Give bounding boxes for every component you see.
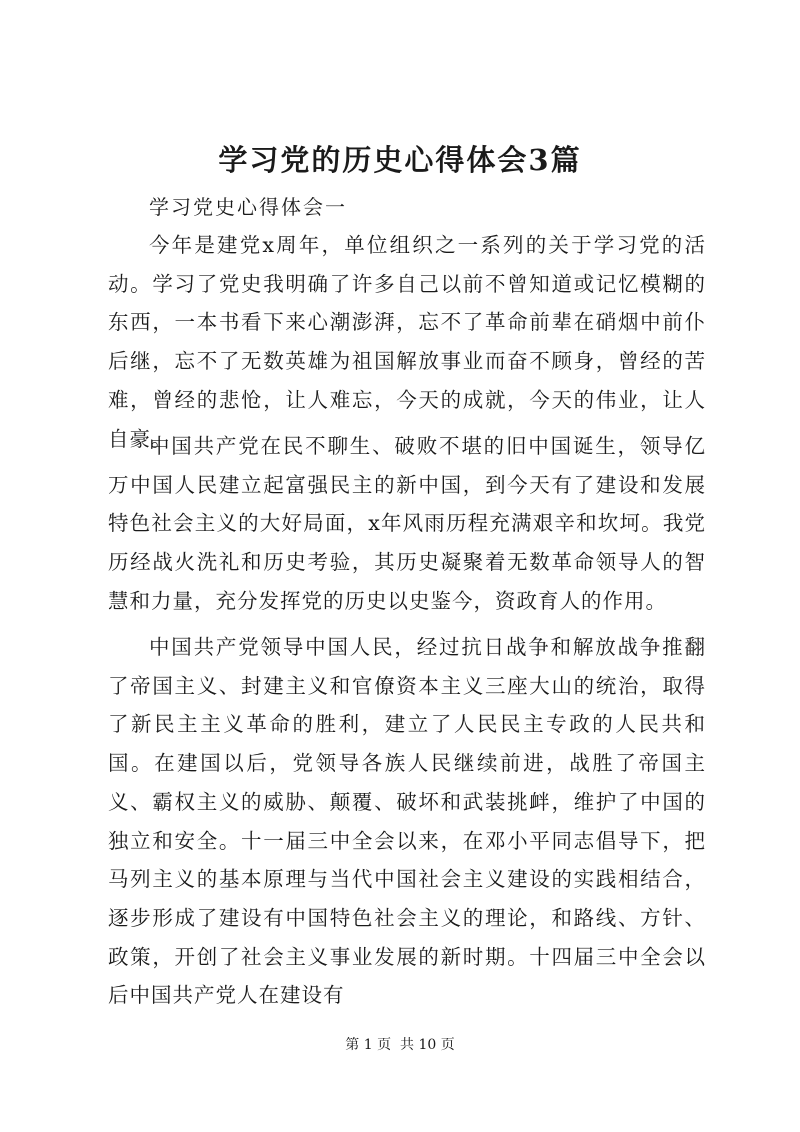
paragraph-2: 中国共产党在民不聊生、破败不堪的旧中国诞生，领导亿万中国人民建立起富强民主的新中国，到今天有了建设和发展特色社会主义的大好局面，x年风雨历程充满艰辛和坎坷。我党历经战火洗礼和历史考验，其历史凝聚着无数革命领导人的智慧和力量，充分发挥党的历史以史鉴今，资政育人的作用。 bbox=[108, 434, 706, 613]
document-title: 学习党的历史心得体会3篇 bbox=[218, 143, 582, 177]
paragraph-1: 今年是建党x周年，单位组织之一系列的关于学习党的活动。学习了党史我明确了许多自己以前不曾知道或记忆模糊的东西，一本书看下来心潮澎湃，忘不了革命前辈在硝烟中前仆后继，忘不了无数英雄为祖国解放事业而奋不顾身，曾经的苦难，曾经的悲怆，让人难忘，今天的成就，今天的伟业，让人自豪。 bbox=[108, 233, 706, 451]
paragraph-3: 中国共产党领导中国人民，经过抗日战争和解放战争推翻了帝国主义、封建主义和官僚资本主义三座大山的统治，取得了新民主主义革命的胜利，建立了人民民主专政的人民共和国。在建国以后，党领导各族人民继续前进，战胜了帝国主义、霸权主义的威胁、颠覆、破坏和武装挑衅，维护了中国的独立和安全。十一届三中全会以来，在邓小平同志倡导下，把马列主义的基本原理与当代中国社会主义建设的实践相结合，逐步形成了建设有中国特色社会主义的理论，和路线、方针、政策，开创了社会主义事业发展的新时期。十四届三中全会以后中国共产党人在建设有 bbox=[108, 635, 706, 1008]
section-heading: 学习党史心得体会一 bbox=[149, 195, 347, 219]
page-footer bbox=[0, 1035, 800, 1055]
page-number: 第 1 页 共 10 页 bbox=[345, 1037, 455, 1053]
